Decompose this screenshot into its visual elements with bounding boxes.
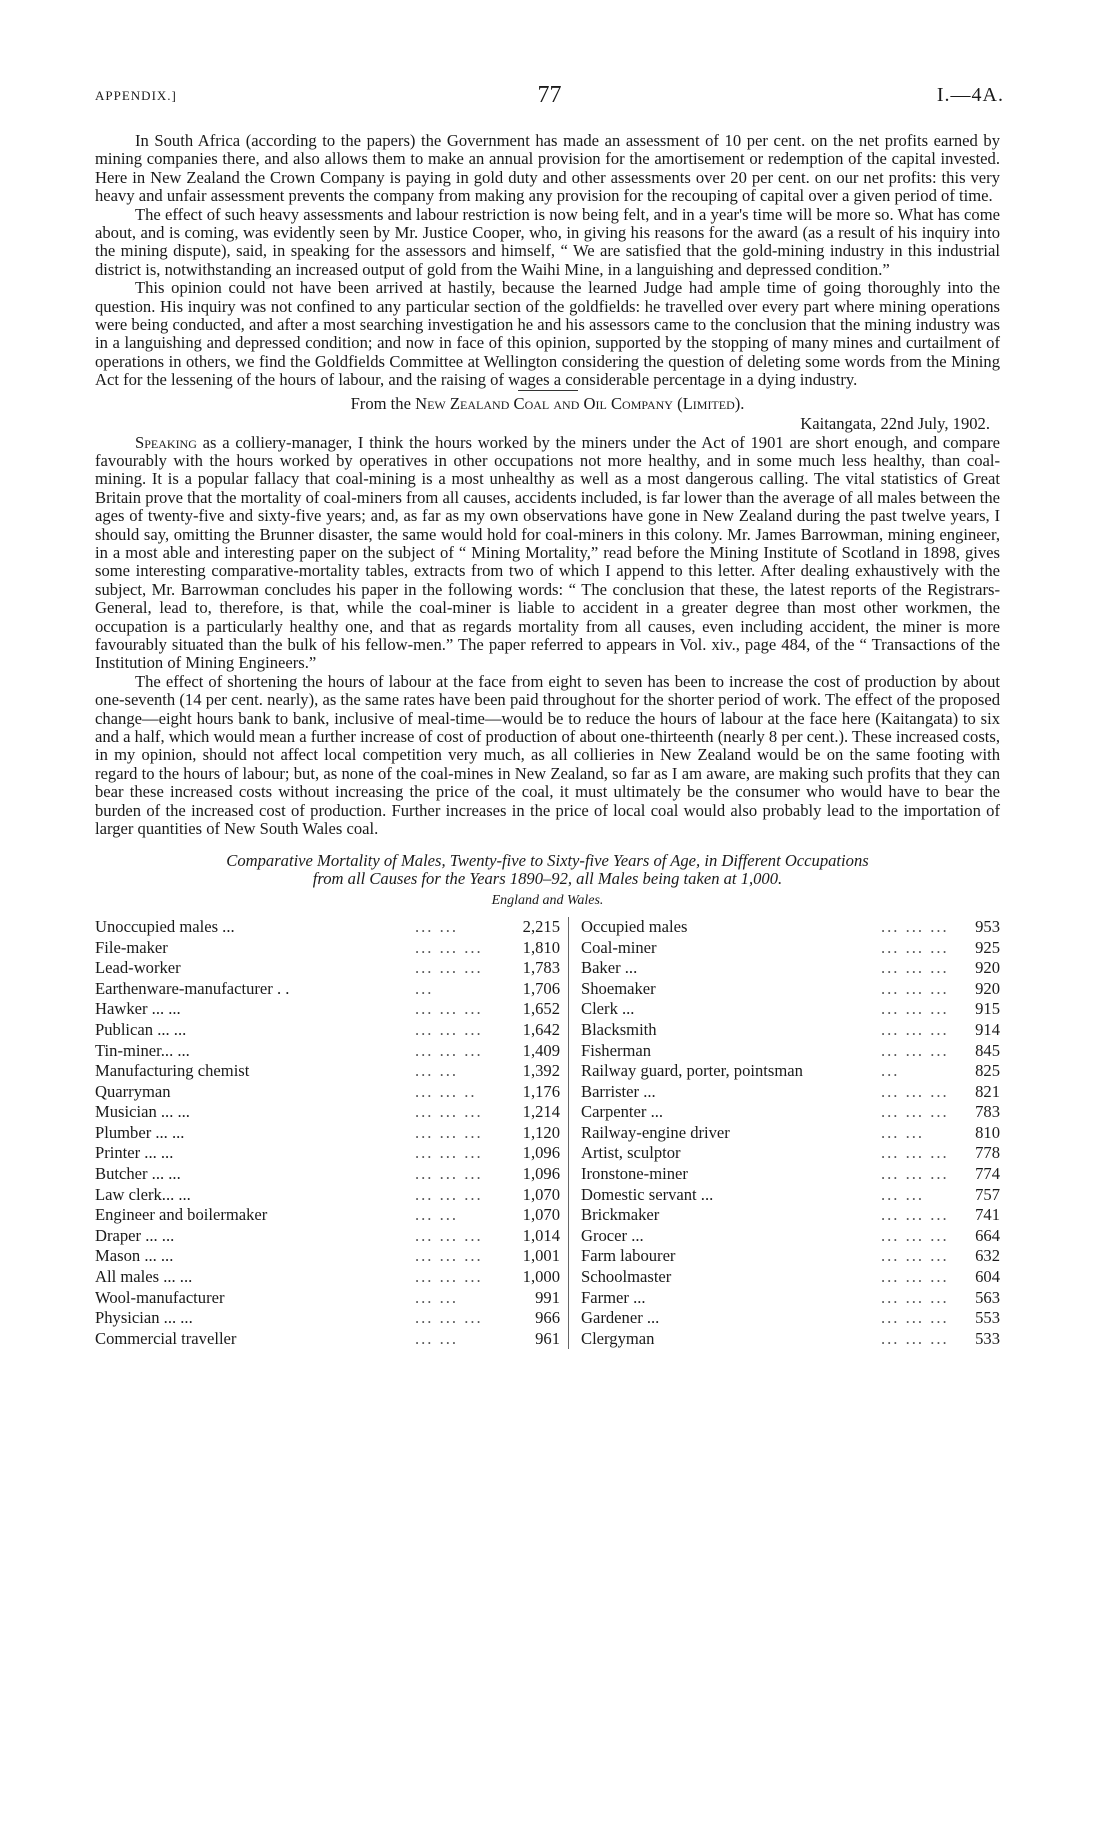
mortality-value-left: 1,810 [495, 937, 569, 958]
mortality-value-left: 1,001 [495, 1246, 569, 1267]
leader-dots-left: ... ... ... [415, 937, 483, 957]
table-row [95, 1082, 1000, 1103]
leader-dots-left: ... ... ... [415, 999, 483, 1019]
leader-dots-left: ... ... ... [415, 1246, 483, 1266]
leader-dots-left: ... ... ... [415, 958, 483, 978]
table-row [95, 1185, 1000, 1206]
mortality-value-right: 810 [975, 1122, 1000, 1142]
mortality-table-body [95, 917, 1000, 1349]
occupation-left: File-maker [95, 937, 168, 957]
leader-dots-left: ... ... ... [415, 1164, 483, 1184]
letter-dateline: Kaitangata, 22nd July, 1902. [800, 414, 990, 434]
leader-dots-left: ... ... [415, 916, 459, 936]
table-row [95, 1246, 1000, 1267]
leader-dots-left: ... ... ... [415, 1267, 483, 1287]
leader-dots-right: ... ... ... [881, 1081, 949, 1101]
mortality-value-left: 1,783 [495, 958, 569, 979]
mortality-value-left: 1,070 [495, 1185, 569, 1206]
mortality-value-left: 991 [495, 1288, 569, 1309]
leader-dots-right: ... ... ... [881, 1287, 949, 1307]
mortality-value-left: 1,014 [495, 1226, 569, 1247]
leader-dots-left: ... ... [415, 1061, 459, 1081]
occupation-right: Artist, sculptor [581, 1143, 681, 1163]
leader-dots-right: ... ... ... [881, 1040, 949, 1060]
table-region: England and Wales. [491, 893, 604, 909]
leader-dots-left: ... ... ... [415, 1040, 483, 1060]
mortality-value-right: 774 [975, 1164, 1000, 1184]
occupation-left: Publican ... ... [95, 1019, 187, 1039]
occupation-right: Baker ... [581, 958, 638, 978]
mortality-value-left: 1,096 [495, 1143, 569, 1164]
occupation-right: Gardener ... [581, 1308, 660, 1328]
occupation-left: Butcher ... ... [95, 1164, 181, 1184]
occupation-right: Shoemaker [581, 978, 656, 998]
mortality-value-right: 783 [975, 1102, 1000, 1122]
mortality-value-right: 553 [975, 1308, 1000, 1328]
leader-dots-left: ... ... ... [415, 1102, 483, 1122]
mortality-value-left: 1,652 [495, 999, 569, 1020]
mortality-value-right: 533 [975, 1328, 1000, 1348]
leader-dots-left: ... ... ... [415, 1225, 483, 1245]
table-row [95, 1288, 1000, 1309]
table-row [95, 1061, 1000, 1082]
mortality-value-left: 1,642 [495, 1020, 569, 1041]
occupation-right: Clergyman [581, 1328, 655, 1348]
table-row [95, 937, 1000, 958]
table-row [95, 1308, 1000, 1329]
source-company: New Zealand Coal and Oil Company (Limited). [415, 393, 745, 413]
letter-source [95, 395, 1000, 413]
table-row [95, 958, 1000, 979]
table-row [95, 1164, 1000, 1185]
leader-dots-left: ... ... [415, 1287, 459, 1307]
table-row [95, 1329, 1000, 1350]
table-caption-line-1: Comparative Mortality of Males, Twenty-five to Sixty-five Years of Age, in Different Occupations [226, 851, 869, 871]
paragraph-south-africa: In South Africa (according to the papers) the Government has made an assessment of 10 per cent. on the net profits earned by mining companies there, and also allows them to make an annual provision for the amortisement or redemption of the capital invested. Here in New Zealand the Crown Company is paying in gold duty and other assessments over 20 per cent. on our net profits: this very heavy and unfair assessment prevents the company from making any provision for the recouping of capital over a given period of time. [95, 131, 1000, 206]
occupation-left: Manufacturing chemist [95, 1061, 250, 1081]
mortality-value-right: 741 [975, 1205, 1000, 1225]
leader-dots-right: ... ... ... [881, 1225, 949, 1245]
mortality-value-right: 664 [975, 1225, 1000, 1245]
leader-dots-left: ... ... [415, 1205, 459, 1225]
table-row [95, 1205, 1000, 1226]
occupation-left: Physician ... ... [95, 1308, 193, 1328]
leader-dots-left: ... ... ... [415, 1308, 483, 1328]
table-caption-line-2: from all Causes for the Years 1890–92, all Males being taken at 1,000. [312, 869, 783, 889]
mortality-value-right: 632 [975, 1246, 1000, 1266]
occupation-right: Carpenter ... [581, 1102, 664, 1122]
mortality-value-right: 914 [975, 1019, 1000, 1039]
occupation-left: Hawker ... ... [95, 999, 181, 1019]
leader-dots-right: ... ... ... [881, 1308, 949, 1328]
letter-paragraph-2: The effect of shortening the hours of labour at the face from eight to seven has been to increase the cost of production by about one-seventh (14 per cent. nearly), as the same rates have been paid throughout for the shorter period of work. The effect of the proposed change—eight hours bank to bank, inclusive of meal-time—would be to reduce the hours of labour at the face here (Kaitangata) to six and a half, which would mean a further increase of cost of production of about one-thirteenth (nearly 8 per cent.). These increased costs, in my opinion, should not affect local competition very much, as all collieries in New Zealand would be on the same footing with regard to the hours of labour; but, as none of the coal-mines in New Zealand, so far as I am aware, are making such profits that they can bear these increased costs without increasing the price of the coal, it must ultimately be the consumer who would have to bear the burden of the increased cost of production. Further increases in the price of local coal would also probably lead to the importation of larger quantities of New South Wales coal. [95, 671, 1000, 839]
mortality-value-right: 845 [975, 1040, 1000, 1060]
mortality-value-left: 1,392 [495, 1061, 569, 1082]
leader-dots-right: ... [881, 1061, 900, 1081]
occupation-left: Musician ... ... [95, 1102, 190, 1122]
occupation-right: Railway guard, porter, pointsman [581, 1061, 803, 1081]
leader-dots-left: ... [415, 978, 434, 998]
occupation-right: Domestic servant ... [581, 1184, 714, 1204]
page-number: 77 [537, 82, 562, 108]
table-row [95, 1226, 1000, 1247]
occupation-right: Coal-miner [581, 937, 657, 957]
leader-dots-right: ... ... [881, 1184, 925, 1204]
mortality-value-right: 778 [975, 1143, 1000, 1163]
leader-dots-right: ... ... ... [881, 1164, 949, 1184]
leader-dots-right: ... ... [881, 1122, 925, 1142]
table-row [95, 1102, 1000, 1123]
occupation-left: Commercial traveller [95, 1328, 237, 1348]
occupation-right: Ironstone-miner [581, 1164, 688, 1184]
table-caption [95, 852, 1000, 888]
letter-paragraph-1 [95, 434, 1000, 673]
leader-dots-right: ... ... ... [881, 1019, 949, 1039]
leader-dots-right: ... ... ... [881, 958, 949, 978]
mortality-value-right: 825 [975, 1061, 1000, 1081]
occupation-left: Engineer and boilermaker [95, 1205, 268, 1225]
occupation-left: Unoccupied males ... [95, 916, 235, 936]
occupation-right: Brickmaker [581, 1205, 660, 1225]
leader-dots-left: ... ... .. [415, 1081, 477, 1101]
mortality-value-right: 953 [975, 916, 1000, 936]
leader-dots-right: ... ... ... [881, 1205, 949, 1225]
occupation-left: All males ... ... [95, 1267, 193, 1287]
occupation-right: Farm labourer [581, 1246, 676, 1266]
table-row [95, 999, 1000, 1020]
occupation-left: Draper ... ... [95, 1225, 175, 1245]
page-header [95, 82, 1004, 112]
occupation-right: Grocer ... [581, 1225, 644, 1245]
mortality-value-right: 925 [975, 937, 1000, 957]
header-appendix: APPENDIX.] [95, 88, 177, 103]
leader-dots-right: ... ... ... [881, 1328, 949, 1348]
leader-dots-left: ... ... ... [415, 1184, 483, 1204]
mortality-value-left: 961 [495, 1329, 569, 1350]
mortality-value-left: 1,096 [495, 1164, 569, 1185]
mortality-value-left: 1,070 [495, 1205, 569, 1226]
occupation-left: Earthenware-manufacturer . . [95, 978, 290, 998]
leader-dots-left: ... ... ... [415, 1019, 483, 1039]
occupation-left: Quarryman [95, 1081, 171, 1101]
table-row [95, 1040, 1000, 1061]
occupation-right: Fisherman [581, 1040, 652, 1060]
occupation-right: Occupied males [581, 916, 688, 936]
table-row [95, 1020, 1000, 1041]
occupation-right: Schoolmaster [581, 1267, 672, 1287]
occupation-left: Mason ... ... [95, 1246, 174, 1266]
mortality-value-right: 757 [975, 1184, 1000, 1204]
occupation-right: Clerk ... [581, 999, 635, 1019]
leader-dots-right: ... ... ... [881, 1246, 949, 1266]
table-row [95, 917, 1000, 938]
occupation-right: Barrister ... [581, 1081, 656, 1101]
mortality-value-right: 821 [975, 1081, 1000, 1101]
leader-dots-right: ... ... ... [881, 999, 949, 1019]
occupation-left: Law clerk... ... [95, 1184, 191, 1204]
mortality-value-right: 915 [975, 999, 1000, 1019]
occupation-left: Lead-worker [95, 958, 181, 978]
mortality-table [95, 917, 1000, 1349]
table-row [95, 1267, 1000, 1288]
letter-paragraph-1-text: as a colliery-manager, I think the hours worked by the miners under the Act of 1901 are short enough, and compare favourably with the hours worked by operatives in other occupations not more healthy, and in some much less healthy, than coal-mining. It is a popular fallacy that coal-mining is a most unhealthy as well as a most dangerous calling. The vital statistics of Great Britain prove that the mortality of coal-miners from all causes, accidents included, is far lower than the average of all males between the ages of twenty-five and sixty-five years; and, as far as my own observations have gone in New Zealand during the past twelve years, I should say, omitting the Brunner disaster, the same would hold for coal-miners in this colony. Mr. James Barrowman, mining engineer, in a most able and interesting paper on the subject of “ Mining Mortality,” read before the Mining Institute of Scotland in 1898, gives some interesting comparative-mortality tables, extracts from two of which I append to this letter. After dealing exhaustively with the subject, Mr. Barrowman concludes his paper in the following words: “ The conclusion that these, the latest reports of the Registrars-General, lead to, therefore, is that, while the coal-miner is liable to accident in a greater degree than most other workmen, the occupation is a particularly healthy one, and that as regards mortality from all causes, even including accident, the miner is more favourably situated than the bulk of his fellow-men.” The paper referred to appears in Vol. xiv., page 484, of the “ Transactions of the Institution of Mining Engineers.” [95, 432, 1000, 673]
mortality-value-left: 966 [495, 1308, 569, 1329]
paragraph-opinion: This opinion could not have been arrived at hastily, because the learned Judge had ample time of going thoroughly into the question. His inquiry was not confined to any particular section of the goldfields: he travelled over every part where mining operations were being conducted, and after a most searching investigation he and his assessors came to the conclusion that the mining industry was in a languishing and depressed condition; and now in face of this opinion, supported by the stopping of many mines and curtailment of operations in others, we find the Goldfields Committee at Wellington considering the question of deleting some words from the Mining Act for the lessening of the hours of labour, and the raising of wages a considerable percentage in a dying industry. [95, 278, 1000, 390]
table-row [95, 1123, 1000, 1144]
source-prefix: From the [350, 393, 411, 413]
occupation-right: Railway-engine driver [581, 1122, 730, 1142]
occupation-left: Wool-manufacturer [95, 1287, 225, 1307]
leader-dots-right: ... ... ... [881, 1267, 949, 1287]
occupation-right: Blacksmith [581, 1019, 657, 1039]
mortality-value-right: 920 [975, 958, 1000, 978]
leader-dots-right: ... ... ... [881, 937, 949, 957]
mortality-value-right: 604 [975, 1267, 1000, 1287]
table-row [95, 1143, 1000, 1164]
mortality-value-left: 2,215 [495, 917, 569, 938]
leader-dots-right: ... ... ... [881, 978, 949, 998]
letter-lead-word: Speaking [135, 432, 197, 452]
mortality-value-left: 1,214 [495, 1102, 569, 1123]
leader-dots-right: ... ... ... [881, 1102, 949, 1122]
mortality-value-left: 1,706 [495, 979, 569, 1000]
occupation-left: Plumber ... ... [95, 1122, 185, 1142]
table-row [95, 979, 1000, 1000]
mortality-value-left: 1,409 [495, 1040, 569, 1061]
document-reference: I.—4A. [936, 84, 1004, 106]
leader-dots-right: ... ... ... [881, 916, 949, 936]
page-body [95, 132, 1000, 1349]
leader-dots-left: ... ... [415, 1328, 459, 1348]
leader-dots-left: ... ... ... [415, 1122, 483, 1142]
mortality-value-left: 1,000 [495, 1267, 569, 1288]
mortality-value-right: 563 [975, 1287, 1000, 1307]
leader-dots-right: ... ... ... [881, 1143, 949, 1163]
occupation-left: Printer ... ... [95, 1143, 174, 1163]
leader-dots-left: ... ... ... [415, 1143, 483, 1163]
mortality-value-left: 1,176 [495, 1082, 569, 1103]
section-divider [518, 390, 578, 391]
mortality-value-left: 1,120 [495, 1123, 569, 1144]
occupation-right: Farmer ... [581, 1287, 646, 1307]
occupation-left: Tin-miner... ... [95, 1040, 190, 1060]
mortality-value-right: 920 [975, 978, 1000, 998]
paragraph-effect-assessments: The effect of such heavy assessments and labour restriction is now being felt, and in a year's time will be more so. What has come about, and is coming, was evidently seen by Mr. Justice Cooper, who, in giving his reasons for the award (as a result of his inquiry into the mining dispute), said, in speaking for the assessors and himself, “ We are satisfied that the gold-mining industry in this industrial district is, notwithstanding an increased output of gold from the Waihi Mine, in a languishing and depressed condition.” [95, 204, 1000, 279]
